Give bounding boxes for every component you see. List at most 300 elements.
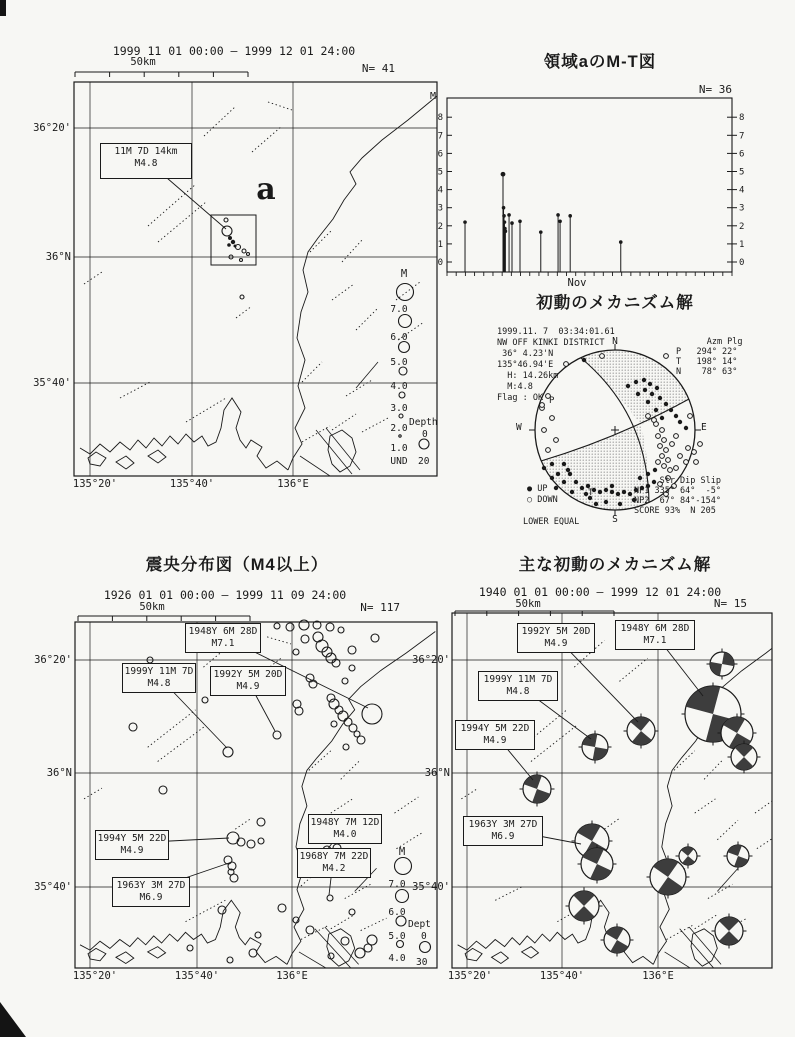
mt-stem-dot <box>501 172 506 177</box>
mechanism-region-name: NW OFF KINKI DISTRICT <box>497 338 605 348</box>
mt-ytick-label: 8 <box>739 113 745 124</box>
stereonet-down-dot <box>600 354 605 359</box>
epicenter-circle <box>159 786 167 794</box>
leader-line <box>131 838 229 843</box>
up-legend-entry <box>527 484 548 494</box>
fault-line-dotted <box>267 637 291 644</box>
fault-line-dotted <box>331 915 355 929</box>
stereonet-up-dot <box>626 384 630 388</box>
epicenter-circle <box>224 218 228 222</box>
epicenter-circle <box>349 665 355 671</box>
mt-chart-title: 領域aのM-T図 <box>543 53 657 71</box>
stereonet-up-dot <box>610 484 614 488</box>
map-geography <box>458 632 794 970</box>
epicenter-circle <box>357 736 365 744</box>
mapA-legend-depth-bottom: 20 <box>418 456 430 467</box>
mapD-date-range: 1926 01 01 00:00 — 1999 11 09 24:00 <box>103 588 347 602</box>
scan-corner-artifact <box>0 1002 26 1037</box>
island-outline <box>465 948 482 960</box>
event-date-line: 1963Y 3M 27D <box>468 819 538 830</box>
beachball-mechanism <box>624 714 659 749</box>
event-date-line: 1994Y 5M 22D <box>460 723 530 734</box>
island-outline <box>492 952 509 964</box>
mt-ytick-label: 0 <box>437 258 443 268</box>
map-geography <box>80 632 435 970</box>
event-magnitude-line: M4.9 <box>236 680 260 692</box>
epicenter-circle <box>255 932 261 938</box>
axes-table-t-row: T 198° 14° <box>676 357 738 367</box>
event-date-line: 1963Y 3M 27D <box>116 880 186 891</box>
fault-line <box>665 952 693 970</box>
epicenter-circle <box>293 649 299 655</box>
island-outline <box>88 452 106 466</box>
down-symbol: ○ <box>527 495 533 505</box>
stereonet-up-dot <box>550 462 554 466</box>
epicenter-circle <box>223 747 233 757</box>
epicenter-circle <box>338 711 348 721</box>
event-date-line: 1999Y 11M 7D <box>124 666 194 677</box>
fault-line-dotted <box>531 726 576 762</box>
mt-ytick-label: 4 <box>437 185 443 196</box>
epicenter-circle <box>331 721 337 727</box>
fault-line-dotted <box>345 884 371 898</box>
mt-ytick-label: 3 <box>739 203 745 214</box>
fault-line-dotted <box>120 382 150 398</box>
fault-line-dotted <box>251 658 281 681</box>
fault-line <box>356 362 378 388</box>
mt-stem-dot <box>502 214 506 218</box>
mapA-legend-size-label: 4.0 <box>390 381 408 392</box>
stereonet-up-dot <box>574 480 578 484</box>
mechanism-origin-time: 1999.11. 7 03:34:01.61 <box>497 327 615 337</box>
epicenter-circle <box>273 731 281 739</box>
event-date-line: 1968Y 7M 22D <box>299 851 369 862</box>
stereonet-down-dot <box>694 460 699 465</box>
fault-line-dotted <box>310 230 332 252</box>
epicenter-circle <box>327 895 333 901</box>
mt-stem-dot <box>503 220 507 224</box>
event-magnitude-line: M4.8 <box>134 157 158 169</box>
epicenter-circle <box>227 957 233 963</box>
event-date-line: 1992Y 5M 20D <box>213 669 283 680</box>
stereonet-down-dot <box>554 438 559 443</box>
mapE-lon-label: 135°40' <box>539 970 585 982</box>
legend-magnitude-circle <box>395 858 412 875</box>
mt-stem-dot <box>504 229 508 233</box>
fault-line-dotted <box>619 658 647 681</box>
map-geography <box>80 96 437 476</box>
stereonet-up-dot <box>604 488 608 492</box>
t-axis-label: T <box>588 488 594 498</box>
legend-depth-circle <box>420 942 431 953</box>
fault-line-dotted <box>757 833 781 849</box>
fault-line-dotted <box>674 751 695 771</box>
stereonet-down-dot <box>656 460 661 465</box>
mt-ytick-label: 2 <box>739 221 745 232</box>
mapA-legend-size-label: 7.0 <box>390 304 408 315</box>
compass-south-label: S <box>612 514 618 525</box>
stereonet-up-dot <box>542 466 546 470</box>
event-date-line: 1994Y 5M 22D <box>97 833 167 844</box>
down-legend-entry <box>527 495 558 505</box>
island-outline <box>116 456 134 469</box>
epicenter-dot <box>227 243 231 247</box>
mapA-legend-size-label: 5.0 <box>390 357 408 368</box>
legend-magnitude-circle <box>399 315 412 328</box>
compass-west-label: W <box>516 422 522 433</box>
fault-line <box>717 868 738 891</box>
stereonet-down-dot <box>664 448 669 453</box>
epicenter-circle <box>129 723 137 731</box>
epicenter-circle <box>247 840 255 848</box>
stereonet-up-dot <box>650 392 654 396</box>
mapE-title: 主な初動のメカニズム解 <box>518 556 712 574</box>
stereonet-up-dot <box>598 490 602 494</box>
mechanism-magnitude: M:4.8 <box>497 382 533 392</box>
epicenter-circle <box>355 948 365 958</box>
epicenter-circle <box>295 707 303 715</box>
epicenter-circle <box>240 295 244 299</box>
mechanism-longitude: 135°46.94'E <box>497 360 554 370</box>
stereonet-up-dot <box>669 408 673 412</box>
stereonet-up-dot <box>634 380 638 384</box>
stereonet-up-dot <box>556 472 560 476</box>
epicenter-circle <box>274 623 280 629</box>
mapE-event-count: N= 15 <box>713 597 747 610</box>
mechanism-latitude: 36° 4.23'N <box>497 349 554 359</box>
event-date-line: 1992Y 5M 20D <box>521 626 591 637</box>
stereonet-up-dot <box>554 486 558 490</box>
mt-ytick-label: 6 <box>739 149 745 160</box>
fault-line-dotted <box>84 788 102 799</box>
mapA-lat-label: 36°N <box>45 251 71 263</box>
nodal-plane-1: NP1 335° 64° -5° <box>634 486 721 496</box>
leader-line <box>555 636 638 722</box>
stereonet-up-dot <box>610 490 614 494</box>
epicenter-circle <box>224 856 232 864</box>
fault-line-dotted <box>120 886 150 900</box>
epicenter-circle <box>327 694 335 702</box>
mt-chart-event-count: N= 36 <box>698 83 732 96</box>
mt-stem-dot <box>507 213 511 217</box>
epicenter-circle <box>328 953 334 959</box>
fault-line-dotted <box>708 884 732 898</box>
stereonet-up-dot <box>562 462 566 466</box>
epicenter-circle <box>247 253 250 256</box>
stereonet-up-dot <box>648 382 652 386</box>
projection-label: LOWER EQUAL <box>523 517 580 527</box>
stereonet-down-dot <box>656 434 661 439</box>
stereonet-up-dot <box>616 492 620 496</box>
event-date-line: 1948Y 6M 28D <box>188 626 258 637</box>
mapD-lon-label: 135°20' <box>72 970 118 982</box>
fault-line-dotted <box>695 799 716 813</box>
stereonet-down-dot <box>662 438 667 443</box>
epicenter-circle <box>301 635 309 643</box>
stereonet-down-dot <box>666 458 671 463</box>
mt-ytick-label: 5 <box>437 167 443 178</box>
event-date-line: 1999Y 11M 7D <box>483 674 553 685</box>
fault-line-dotted <box>634 637 657 644</box>
stereonet-down-dot <box>686 446 691 451</box>
beachball-mechanism <box>579 731 612 764</box>
event-magnitude-line: M4.2 <box>322 862 346 874</box>
map-frame <box>75 622 437 968</box>
mapE-scalebar-label: 50km <box>515 598 541 610</box>
stereonet-up-dot <box>618 502 622 506</box>
up-symbol: ● <box>527 484 533 494</box>
leader-line <box>150 863 229 890</box>
event-magnitude-line: M6.9 <box>139 891 163 903</box>
stereonet-down-dot <box>674 466 679 471</box>
island-outline <box>328 430 356 472</box>
fault-line-dotted <box>236 306 252 318</box>
mechanism-depth: H: 14.26km <box>497 371 559 381</box>
epicenter-circle <box>230 874 238 882</box>
stereonet-down-dot <box>542 428 547 433</box>
island-outline <box>88 948 106 960</box>
mt-stem-dot <box>518 219 522 223</box>
up-label: UP <box>537 484 548 494</box>
leader-line <box>247 679 275 731</box>
event-magnitude-line: M4.8 <box>147 677 171 689</box>
stereonet-down-dot <box>660 454 665 459</box>
stereonet-up-dot <box>678 420 682 424</box>
event-magnitude-line: M6.9 <box>491 830 515 842</box>
axes-table-n-row: N 78° 63° <box>676 367 738 377</box>
axes-table-p-row: P 294° 22° <box>676 347 738 357</box>
mt-stem-dot <box>502 206 506 210</box>
stereonet-up-dot <box>674 414 678 418</box>
fault-line-dotted <box>362 418 388 432</box>
mapD-legend-size-label: 6.0 <box>388 907 406 918</box>
epicenter-circle <box>338 627 344 633</box>
mapA-lat-label: 35°40' <box>33 377 71 389</box>
fault-line-dotted <box>396 282 420 300</box>
mt-stem-dot <box>539 230 543 234</box>
fault-line-dotted <box>394 797 418 813</box>
mapD-legend-size-label: 5.0 <box>388 931 406 942</box>
fault-line <box>315 929 351 968</box>
mt-stem-dot <box>558 219 562 223</box>
event-magnitude-line: M7.1 <box>211 637 235 649</box>
beachball-mechanism <box>724 842 753 871</box>
fault-line-dotted <box>574 640 604 667</box>
mt-chart-y-axis-label: M <box>430 91 437 102</box>
beachball-mechanism <box>601 924 634 957</box>
fault-line-dotted <box>755 797 778 813</box>
mt-stem-dot <box>568 214 572 218</box>
mt-chart-frame <box>447 98 732 272</box>
mapA-event-count: N= 41 <box>361 62 395 75</box>
stereonet-down-dot <box>678 454 683 459</box>
epicenter-circle <box>237 838 245 846</box>
mapE-date-range: 1940 01 01 00:00 — 1999 12 01 24:00 <box>478 585 722 599</box>
stereonet-down-dot <box>660 428 665 433</box>
stereonet-up-dot <box>568 472 572 476</box>
fault-line-dotted <box>604 818 619 829</box>
fault-line-dotted <box>148 710 196 747</box>
mapD-legend-depth-bottom: 30 <box>416 957 428 968</box>
fault-line-dotted <box>355 820 377 840</box>
leader-line <box>158 676 227 748</box>
leader-line <box>517 684 591 739</box>
fault-line-dotted <box>309 751 331 771</box>
mechanism-flag: Flag : OK <box>497 393 544 403</box>
epicenter-circle <box>333 844 341 852</box>
fault-line-dotted <box>361 918 387 930</box>
epicenter-dot <box>228 236 232 240</box>
mt-ytick-label: 5 <box>739 167 745 178</box>
island-outline <box>148 947 166 959</box>
region-a-label: a <box>256 172 276 207</box>
mapA-lat-label: 36°20' <box>33 122 71 134</box>
down-label: DOWN <box>537 495 558 505</box>
fault-line-dotted <box>704 760 723 780</box>
stereonet-down-dot <box>662 464 667 469</box>
beachball-quadrant <box>710 662 722 676</box>
nodal-planes-header: Str Dip Slip <box>634 476 721 486</box>
leader-line <box>329 861 333 895</box>
stereonet-down-dot <box>684 460 689 465</box>
mapD-lat-label: 36°N <box>46 767 72 779</box>
mapA-date-range: 1999 11 01 00:00 — 1999 12 01 24:00 <box>112 44 356 58</box>
mechanism-title: 初動のメカニズム解 <box>536 294 694 312</box>
mt-stem-dot <box>510 221 514 225</box>
stereonet-down-dot <box>546 448 551 453</box>
fault-line-dotted <box>495 886 523 900</box>
stereonet-up-dot <box>642 378 646 382</box>
leader-line <box>654 633 703 696</box>
mapA-lon-label: 135°20' <box>72 478 118 490</box>
epicenter-circle <box>364 944 372 952</box>
epicenter-dot <box>231 240 235 244</box>
fault-line-dotted <box>332 284 354 300</box>
mapD-scalebar-label: 50km <box>139 601 165 613</box>
stereonet-down-dot <box>550 416 555 421</box>
fault-line <box>300 456 330 476</box>
mt-ytick-label: 8 <box>437 113 443 124</box>
stereonet-up-dot <box>653 468 657 472</box>
mapA-legend-size-label: 3.0 <box>390 403 408 414</box>
island-outline <box>522 947 539 959</box>
fault-line-dotted <box>301 868 321 886</box>
epicenter-circle <box>258 838 264 844</box>
legend-magnitude-circle <box>399 435 401 437</box>
beachball-mechanism <box>566 888 603 925</box>
stereonet-down-dot <box>668 468 673 473</box>
mapA-legend-size-label: 6.0 <box>390 332 408 343</box>
stereonet-up-dot <box>646 400 650 404</box>
beachball-quadrant <box>722 652 734 666</box>
mt-stem-dot <box>619 240 623 244</box>
fault-line-dotted <box>158 202 206 242</box>
stereonet-down-dot <box>670 442 675 447</box>
stereonet-up-dot <box>664 402 668 406</box>
mt-ytick-label: 3 <box>437 203 443 214</box>
fault-line <box>299 952 329 970</box>
mapA-legend-undetermined-label: UND <box>390 456 408 467</box>
legend-magnitude-circle <box>399 414 403 418</box>
epicenter-circle <box>306 926 314 934</box>
stereonet-up-dot <box>604 500 608 504</box>
coastline-path <box>80 398 288 470</box>
stereonet-up-dot <box>566 468 570 472</box>
mapA-legend-depth-top: 0 <box>422 429 428 440</box>
stereonet-up-dot <box>643 388 647 392</box>
stereonet-up-dot <box>636 392 640 396</box>
epicenter-circle <box>323 855 329 861</box>
compass-north-label: N <box>612 336 618 347</box>
mapD-legend-size-label: 7.0 <box>388 879 406 890</box>
stereonet-up-dot <box>628 492 632 496</box>
island-outline <box>327 929 355 966</box>
mapE-lat-label: 36°20' <box>412 654 450 666</box>
island-outline <box>116 952 134 964</box>
mapA-legend-depth-header: Depth <box>409 417 438 428</box>
fault-line-dotted <box>356 308 378 330</box>
epicenter-circle <box>342 678 348 684</box>
stereonet-down-dot <box>688 414 693 419</box>
event-date-line: 1948Y 7M 12D <box>310 817 380 828</box>
mapD-legend-magnitude-header: M <box>398 846 406 858</box>
legend-depth-circle <box>419 439 429 449</box>
fault-line-dotted <box>302 362 322 382</box>
event-date-line: 11M 7D 14km <box>114 146 178 157</box>
axes-table-header: Azm Plg <box>676 337 743 347</box>
legend-magnitude-circle <box>399 342 410 353</box>
stereonet-up-dot <box>594 502 598 506</box>
fault-line-dotted <box>332 414 356 430</box>
mt-ytick-label: 1 <box>437 239 443 250</box>
mapD-legend-depth-header: Dept <box>408 919 431 930</box>
stereonet-down-dot <box>652 418 657 423</box>
leader-line <box>502 829 581 844</box>
mapD-lon-label: 135°40' <box>174 970 220 982</box>
fault-line-dotted <box>84 272 102 284</box>
stereonet-up-dot <box>655 386 659 390</box>
stereonet-up-dot <box>654 408 658 412</box>
epicenter-circle <box>286 623 294 631</box>
mt-chart-x-axis-label: Nov <box>567 277 587 289</box>
epicenter-circle <box>187 945 193 951</box>
epicenter-circle <box>371 634 379 642</box>
fault-line <box>316 430 352 474</box>
stereonet-up-dot <box>658 396 662 400</box>
beachball-mechanism <box>712 914 747 949</box>
epicenter-circle <box>341 937 349 945</box>
map-frame <box>74 82 437 476</box>
compass-east-label: E <box>701 422 707 433</box>
mapA-lon-label: 136°E <box>277 478 309 490</box>
leader-line <box>327 827 344 850</box>
fault-line-dotted <box>342 240 362 262</box>
stereonet-down-dot <box>646 414 651 419</box>
mt-ytick-label: 1 <box>739 239 745 250</box>
mt-ytick-label: 7 <box>437 131 443 142</box>
stereonet-down-dot <box>692 450 697 455</box>
mapD-lat-label: 35°40' <box>34 881 72 893</box>
stereonet-up-dot <box>562 480 566 484</box>
nodal-plane-2: NP2 67° 84°-154° <box>634 496 721 506</box>
epicenter-circle <box>257 818 265 826</box>
fault-line-dotted <box>204 106 236 136</box>
stereonet-up-dot <box>550 476 554 480</box>
mapD-title: 震央分布図（M4以上） <box>145 556 329 574</box>
event-magnitude-line: M7.1 <box>643 634 667 646</box>
stereonet-up-dot <box>622 490 626 494</box>
fault-line-dotted <box>695 915 718 929</box>
